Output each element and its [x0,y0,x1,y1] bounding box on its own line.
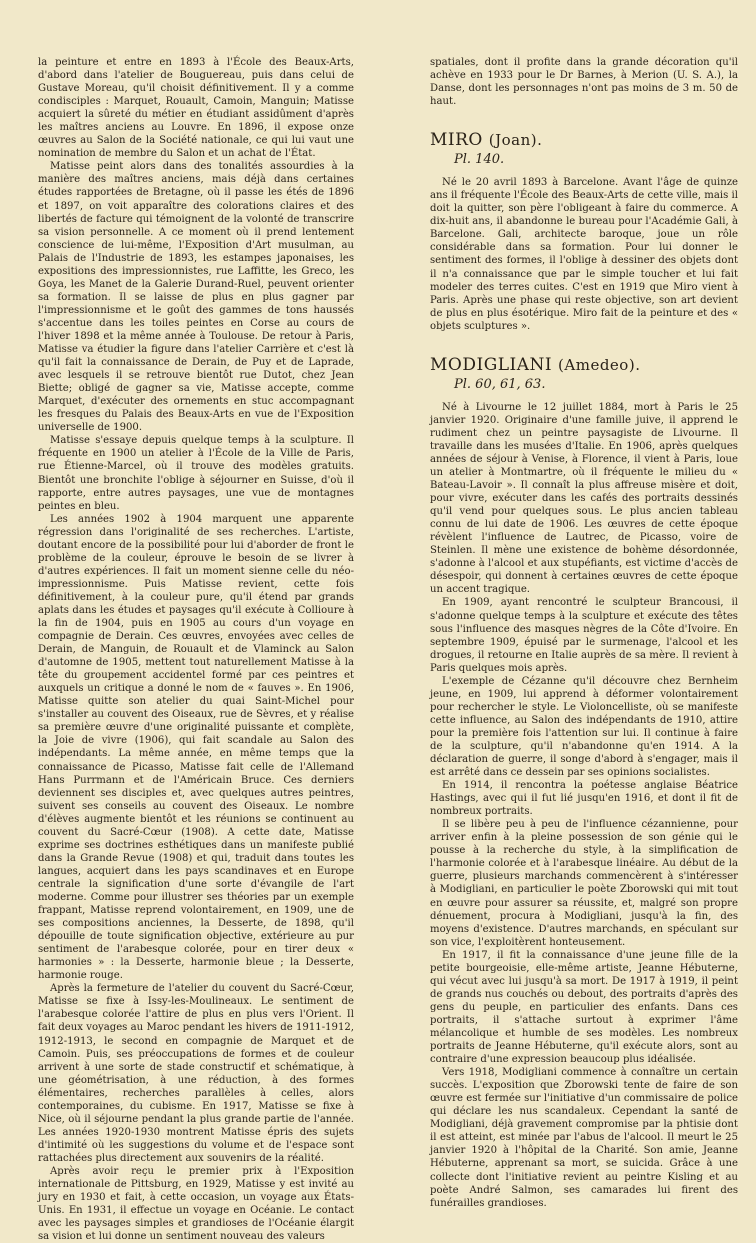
left-column [38,56,354,1243]
entry-heading [430,130,738,150]
matisse-paragraph-6: Après avoir reçu le premier prix à l'Exposition internationale de Pittsburg, en 1929, Matisse y est invité au jury en 1930 et fait, à cette occasion, un voyage aux États-Unis. En 1931, il effectue un voyage en Océanie. Le contact avec les paysages simples et grandioses de l'Océanie élargit sa vision et lui donne un sentiment nouveau des valeurs [38,1165,354,1243]
modigliani-paragraph-7: Vers 1918, Modigliani commence à connaître un certain succès. L'exposition que Zborowski tente de faire de son œuvre est fermée sur l'initiative d'un commissaire de police qui déclare les nus scandaleux. Cependant la santé de Modigliani, déjà gravement compromise par la phtisie dont il est atteint, est minée par l'abus de l'alcool. Il meurt le 25 janvier 1920 à l'hôpital de la Charité. Son amie, Jeanne Hébuterne, apprenant sa mort, se suicida. Grâce à une collecte dont l'initiative revient au peintre Kisling et au poète André Salmon, ses camarades lui firent des funérailles grandioses. [430,1067,738,1209]
modigliani-paragraph-2: En 1909, ayant rencontré le sculpteur Brancousi, il s'adonne quelque temps à la sculpture et exécute des têtes sous l'influence des masques nègres de la Côte d'Ivoire. En septembre 1909, épuisé par le surmenage, l'alcool et les drogues, il retourne en Italie auprès de sa mère. Il revient à Paris quelques mois après. [430,597,738,674]
modigliani-paragraph-3: L'exemple de Cézanne qu'il découvre chez Bernheim jeune, en 1909, lui apprend à déformer volontairement pour rechercher le style. Le Violoncelliste, où se manifeste cette influence, au Salon des indépendants de 1910, attire pour la première fois l'attention sur lui. Il continue à faire de la sculpture, qu'il n'abandonne qu'en 1914. A la déclaration de guerre, il songe d'abord à s'engager, mais il est arrêté dans ce dessein par ses opinions socialistes. [430,675,738,779]
entry-modigliani [430,355,738,1210]
miro-paragraph-1: Né le 20 avril 1893 à Barcelone. Avant l'âge de quinze ans il fréquente l'École des Beaux-Arts de cette ville, mais il doit la quitter, son père l'obligeant à faire du commerce. A dix-huit ans, il abandonne le bureau pour l'Académie Gali, à Barcelone. Gali, architecte baroque, joue un rôle considérable dans sa formation. Pour lui donner le sentiment des formes, il l'oblige à dessiner des objets dont il n'a connaissance que par le simple toucher et lui fait modeler des terres cuites. C'est en 1919 que Miro vient à Paris. Après une phase qui reste objective, son art devient de plus en plus ésotérique. Miro fait de la peinture et des « objets sculptures ». [430,177,738,332]
matisse-paragraph-5: Après la fermeture de l'atelier du couvent du Sacré-Cœur, Matisse se fixe à Issy-les-Moulineaux. Le sentiment de l'arabesque colorée l'attire de plus en plus vers l'Orient. Il fait deux voyages au Maroc pendant les hivers de 1911-1912, 1912-1913, le second en compagnie de Marquet et de Camoin. Puis, ses préoccupations de formes et de couleur arrivent à une sorte de stade constructif et schématique, à une géométrisation, à une réduction, à des formes élémentaires, recherches parallèles à celles, alors contemporaines, du cubisme. En 1917, Matisse se fixe à Nice, où il séjourne pendant la plus grande partie de l'année. Les années 1920-1930 montrent Matisse épris des sujets d'intimité où les suggestions du volume et de l'espace sont rattachées plus directement aux souvenirs de la réalité. [38,983,354,1164]
entry-first-name: (Amedeo). [558,355,641,374]
matisse-continuation: spatiales, dont il profite dans la grande décoration qu'il achève en 1933 pour le Dr Barnes, à Merion (U. S. A.), la Danse, dont les personnages n'ont pas moins de 3 m. 50 de haut. [430,57,738,108]
two-column-layout [38,56,738,1243]
modigliani-paragraph-4: En 1914, il rencontra la poétesse anglaise Béatrice Hastings, avec qui il fut lié jusqu'en 1916, et dont il fit de nombreux portraits. [430,780,738,818]
entry-heading [430,355,738,375]
matisse-paragraph-1: la peinture et entre en 1893 à l'École des Beaux-Arts, d'abord dans l'atelier de Bouguereau, puis dans celui de Gustave Moreau, qu'il choisit définitivement. Il y a comme condisciples : Marquet, Rouault, Camoin, Manguin; Matisse acquiert la sûreté du métier en étudiant assidûment d'après les maîtres anciens au Louvre. En 1896, il expose onze œuvres au Salon de la Société nationale, ce qui lui vaut une nomination de membre du Salon et un achat de l'État. [38,57,354,160]
modigliani-paragraph-6: En 1917, il fit la connaissance d'une jeune fille de la petite bourgeoisie, elle-même artiste, Jeanne Hébuterne, qui vécut avec lui jusqu'à sa mort. De 1917 à 1919, il peint de grands nus couchés ou debout, des portraits d'après des gens du peuple, en particulier des enfants. Dans ces portraits, il s'attache surtout à exprimer l'âme mélancolique et humble de ses modèles. Les nombreux portraits de Jeanne Hébuterne, qu'il exécute alors, sont au contraire d'une expression beaucoup plus idéalisée. [430,949,738,1066]
matisse-paragraph-2: Matisse peint alors dans des tonalités assourdies à la manière des maîtres anciens, mais déjà dans certaines études rapportées de Bretagne, où il passe les étés de 1896 et 1897, on voit apparaître des colorations claires et des libertés de facture qui témoignent de la volonté de transcrire sa vision personnelle. A ce moment où il prend lentement conscience de lui-même, l'Exposition d'Art musulman, au Palais de l'Industrie de 1893, les estampes japonaises, les expositions des impressionnistes, rue Laffitte, les Greco, les Goya, les Manet de la Galerie Durand-Ruel, peuvent orienter sa formation. Il se laisse de plus en plus gagner par l'impressionnisme et le goût des gammes de tons haussés s'accentue dans les toiles peintes en Corse au cours de l'hiver 1898 et la même année à Toulouse. De retour à Paris, Matisse va étudier la figure dans l'atelier Carrière et c'est là qu'il fait la connaissance de Derain, de Puy et de Laprade, avec lesquels il se retrouve bientôt rue Dutot, chez Jean Biette; obligé de gagner sa vie, Matisse accepte, comme Marquet, d'exécuter des ornements en stuc accompagnant les fresques du Palais des Beaux-Arts en vue de l'Exposition universelle de 1900. [38,161,354,434]
entry-first-name: (Joan). [488,131,543,150]
matisse-paragraph-3: Matisse s'essaye depuis quelque temps à la sculpture. Il fréquente en 1900 un atelier à l'École de la Ville de Paris, rue Étienne-Marcel, où il trouve des modèles gratuits. Bientôt une bronchite l'oblige à séjourner en Suisse, d'où il rapporte, entre autres paysages, une vue de montagnes peintes en bleu. [38,435,354,512]
modigliani-paragraph-1: Né à Livourne le 12 juillet 1884, mort à Paris le 25 janvier 1920. Originaire d'une famille juive, il apprend le rudiment chez un peintre paysagiste de Livourne. Il travaille dans les musées d'Italie. En 1906, après quelques années de séjour à Venise, à Florence, il vient à Paris, loue un atelier à Montmartre, où il fréquente le milieu du « Bateau-Lavoir ». Il connaît la plus affreuse misère et doit, pour vivre, exécuter dans les cafés des portraits dessinés qu'il vend pour quelques sous. Le plus ancien tableau connu de lui date de 1906. Les œuvres de cette époque révèlent l'influence de Lautrec, de Picasso, voire de Steinlen. Il mène une existence de bohème désordonnée, s'adonne à l'alcool et aux stupéfiants, est victime d'accès de désespoir, qui donnent à certaines œuvres de cette époque un accent tragique. [430,401,738,596]
entry-plates: Pl. 60, 61, 63. [454,376,546,392]
entry-miro [430,130,738,333]
entry-surname: MODIGLIANI [430,354,553,375]
right-column [430,56,738,1243]
matisse-paragraph-4: Les années 1902 à 1904 marquent une apparente régression dans l'originalité de ses recherches. L'artiste, doutant encore de la possibilité pour lui d'aborder de front le problème de la couleur, éprouve le besoin de se livrer à d'autres expériences. Il fait un moment sienne celle du néo-impressionnisme. Puis Matisse revient, cette fois définitivement, à la couleur pure, qu'il étend par grands aplats dans les études et paysages qu'il exécute à Collioure à la fin de 1904, puis en 1905 au cours d'un voyage en compagnie de Derain. Ces œuvres, envoyées avec celles de Derain, de Manguin, de Rouault et de Vlaminck au Salon d'automne de 1905, mettent tout naturellement Matisse à la tête du groupement accidentel formé par ces peintres et auxquels un critique a donné le nom de « fauves ». En 1906, Matisse quitte son atelier du quai Saint-Michel pour s'installer au couvent des Oiseaux, rue de Sèvres, et y réalise sa première œuvre d'une originalité puissante et complète, la Joie de vivre (1906), qui fait scandale au Salon des indépendants. La même année, en même temps que la connaissance de Picasso, Matisse fait celle de l'Allemand Hans Purrmann et de l'Américain Bruce. Ces derniers deviennent ses disciples et, avec quelques autres peintres, suivent ses conseils au couvent des Oiseaux. Le nombre d'élèves augmente bientôt et les réunions se continuent au couvent du Sacré-Cœur (1908). A cette date, Matisse exprime ses doctrines esthétiques dans un manifeste publié dans la Grande Revue (1908) et qui, traduit dans toutes les langues, acquiert dans les pays scandinaves et en Europe centrale la signification d'une sorte d'évangile de l'art moderne. Comme pour illustrer ses théories par un exemple frappant, Matisse reprend volontairement, en 1909, une de ses compositions anciennes, la Desserte, de 1898, qu'il dépouille de toute signification objective, extérieure au pur sentiment de l'arabesque colorée, pour en tirer deux « harmonies » : la Desserte, harmonie bleue ; la Desserte, harmonie rouge. [38,513,354,982]
entry-surname: MIRO [430,130,483,151]
entry-plates: Pl. 140. [454,152,505,168]
modigliani-paragraph-5: Il se libère peu à peu de l'influence cézannienne, pour arriver enfin à la pleine possession de son génie qui le pousse à la recherche du style, à la simplification de l'harmonie colorée et à l'arabesque linéaire. Au début de la guerre, plusieurs marchands commencèrent à s'intéresser à Modigliani, en particulier le poète Zborowski qui mit tout en œuvre pour assurer sa réussite, et, malgré son propre dénuement, procura à Modigliani, jusqu'à la fin, des moyens d'existence. D'autres marchands, en spéculant sur son vice, l'exploitèrent honteusement. [430,819,738,948]
